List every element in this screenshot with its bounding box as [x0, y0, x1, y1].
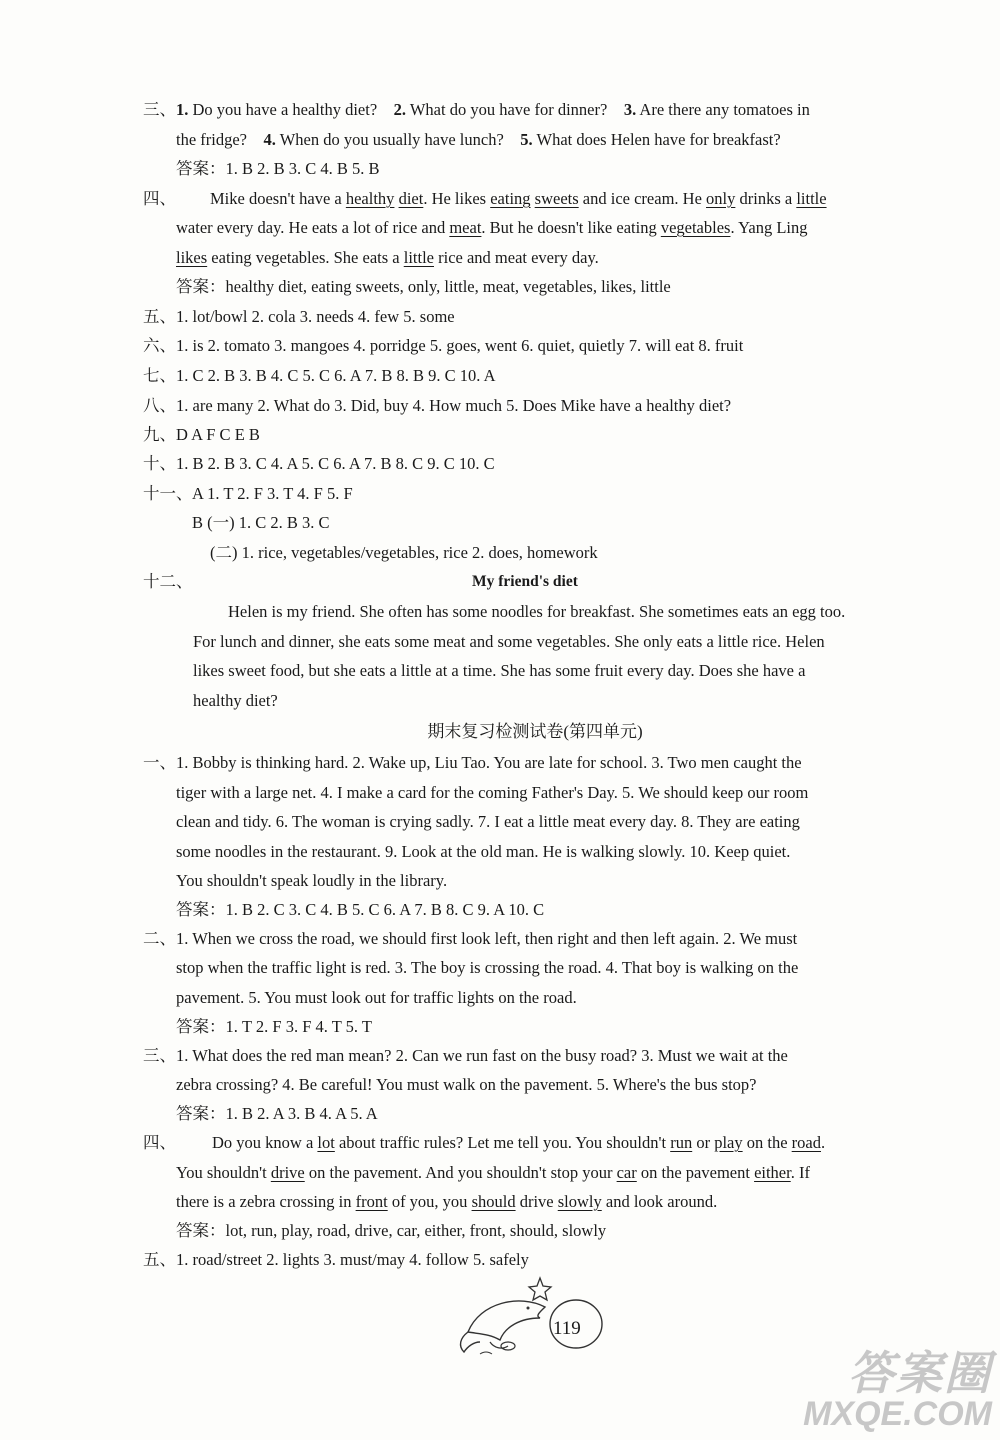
u4-section-4-line-2: You shouldn't drive on the pavement. And you shouldn't stop your car on the pavement either. If: [176, 1163, 810, 1182]
u4-section-4-label: 四、: [143, 1133, 176, 1152]
essay-line-2: For lunch and dinner, she eats some meat and some vegetables. She only eats a little rice. Helen: [193, 632, 825, 651]
section-6-text: 1. is 2. tomato 3. mangoes 4. porridge 5. goes, went 6. quiet, quietly 7. will eat 8. fruit: [176, 336, 744, 355]
section-7-text: 1. C 2. B 3. B 4. C 5. C 6. A 7. B 8. B 9. C 10. A: [176, 366, 496, 385]
u4-section-1-label: 一、: [143, 753, 176, 772]
section-11-label: 十一、: [143, 484, 193, 503]
section-3-answer: 答案：1. B 2. B 3. C 4. B 5. B: [176, 159, 380, 178]
section-9-label: 九、: [143, 425, 176, 444]
essay-line-4: healthy diet?: [193, 691, 278, 710]
u4-section-1-line-2: tiger with a large net. 4. I make a card for the coming Father's Day. 5. We should keep our room: [176, 783, 809, 802]
section-8-label: 八、: [143, 396, 176, 415]
unit4-heading: 期末复习检测试卷(第四单元): [427, 722, 643, 741]
u4-section-4-line-3: there is a zebra crossing in front of you, you should drive slowly and look around.: [176, 1192, 718, 1211]
section-5-text: 1. lot/bowl 2. cola 3. needs 4. few 5. some: [176, 307, 455, 326]
section-6-label: 六、: [143, 336, 176, 355]
section-11-part-a: A 1. T 2. F 3. T 4. F 5. F: [192, 484, 353, 503]
u4-section-2-line-3: pavement. 5. You must look out for traffic lights on the road.: [176, 988, 577, 1007]
section-3-line-2: the fridge? 4. When do you usually have lunch? 5. What does Helen have for breakfast?: [176, 130, 781, 149]
page-number: 119: [553, 1318, 581, 1339]
u4-section-2-label: 二、: [143, 929, 176, 948]
section-4-answer: 答案：healthy diet, eating sweets, only, little, meat, vegetables, likes, little: [176, 277, 671, 296]
essay-title: My friend's diet: [472, 573, 578, 590]
section-7-label: 七、: [143, 366, 176, 385]
u4-section-1-answer: 答案：1. B 2. C 3. C 4. B 5. C 6. A 7. B 8. C 9. A 10. C: [176, 900, 545, 919]
section-3-line-1: 1. Do you have a healthy diet? 2. What do you have for dinner? 3. Are there any tomatoes in: [176, 100, 810, 119]
u4-section-3-label: 三、: [143, 1046, 176, 1065]
u4-section-1-line-4: some noodles in the restaurant. 9. Look at the old man. He is walking slowly. 10. Keep quiet.: [176, 842, 791, 861]
watermark-cn: 答案圈: [848, 1347, 992, 1399]
essay-line-3: likes sweet food, but she eats a little at a time. She has some fruit every day. Does she have a: [193, 661, 806, 680]
section-4-label: 四、: [143, 189, 176, 208]
u4-section-3-answer: 答案：1. B 2. A 3. B 4. A 5. A: [176, 1104, 378, 1123]
watermark-en: MXQE.COM: [803, 1395, 992, 1433]
section-3-label: 三、: [143, 100, 176, 119]
u4-section-4-answer: 答案：lot, run, play, road, drive, car, either, front, should, slowly: [176, 1221, 607, 1240]
section-12-label: 十二、: [143, 572, 193, 591]
section-11-part-b1: B (一) 1. C 2. B 3. C: [192, 513, 330, 532]
section-8-text: 1. are many 2. What do 3. Did, buy 4. How much 5. Does Mike have a healthy diet?: [176, 396, 732, 415]
dolphin-star-illustration: [450, 1272, 610, 1362]
section-4-line-2: water every day. He eats a lot of rice and meat. But he doesn't like eating vegetables. Yang Ling: [176, 218, 808, 237]
u4-section-1-line-3: clean and tidy. 6. The woman is crying sadly. 7. I eat a little meat every day. 8. They are eating: [176, 812, 800, 831]
u4-section-3-line-1: 1. What does the red man mean? 2. Can we run fast on the busy road? 3. Must we wait at the: [176, 1046, 788, 1065]
u4-section-5-label: 五、: [143, 1250, 176, 1269]
u4-section-1-line-5: You shouldn't speak loudly in the library.: [176, 871, 448, 890]
essay-line-1: Helen is my friend. She often has some noodles for breakfast. She sometimes eats an egg too.: [228, 602, 846, 621]
u4-section-3-line-2: zebra crossing? 4. Be careful! You must walk on the pavement. 5. Where's the bus stop?: [176, 1075, 757, 1094]
section-5-label: 五、: [143, 307, 176, 326]
section-9-text: D A F C E B: [176, 425, 260, 444]
u4-section-2-answer: 答案：1. T 2. F 3. F 4. T 5. T: [176, 1017, 372, 1036]
u4-section-1-line-1: 1. Bobby is thinking hard. 2. Wake up, Liu Tao. You are late for school. 3. Two men caught the: [176, 753, 802, 772]
u4-section-5-text: 1. road/street 2. lights 3. must/may 4. follow 5. safely: [176, 1250, 529, 1269]
section-4-line-3: likes eating vegetables. She eats a little rice and meat every day.: [176, 248, 599, 267]
site-watermark: [803, 1337, 992, 1434]
u4-section-4-line-1: Do you know a lot about traffic rules? Let me tell you. You shouldn't run or play on the road.: [212, 1133, 826, 1152]
u4-section-2-line-2: stop when the traffic light is red. 3. The boy is crossing the road. 4. That boy is walking on the: [176, 958, 799, 977]
section-10-label: 十、: [143, 454, 176, 473]
section-10-text: 1. B 2. B 3. C 4. A 5. C 6. A 7. B 8. C 9. C 10. C: [176, 454, 495, 473]
section-11-part-b2: (二) 1. rice, vegetables/vegetables, rice 2. does, homework: [210, 543, 598, 562]
u4-section-2-line-1: 1. When we cross the road, we should first look left, then right and then left again. 2. We must: [176, 929, 798, 948]
section-4-line-1: Mike doesn't have a healthy diet. He likes eating sweets and ice cream. He only drinks a little: [210, 189, 827, 208]
